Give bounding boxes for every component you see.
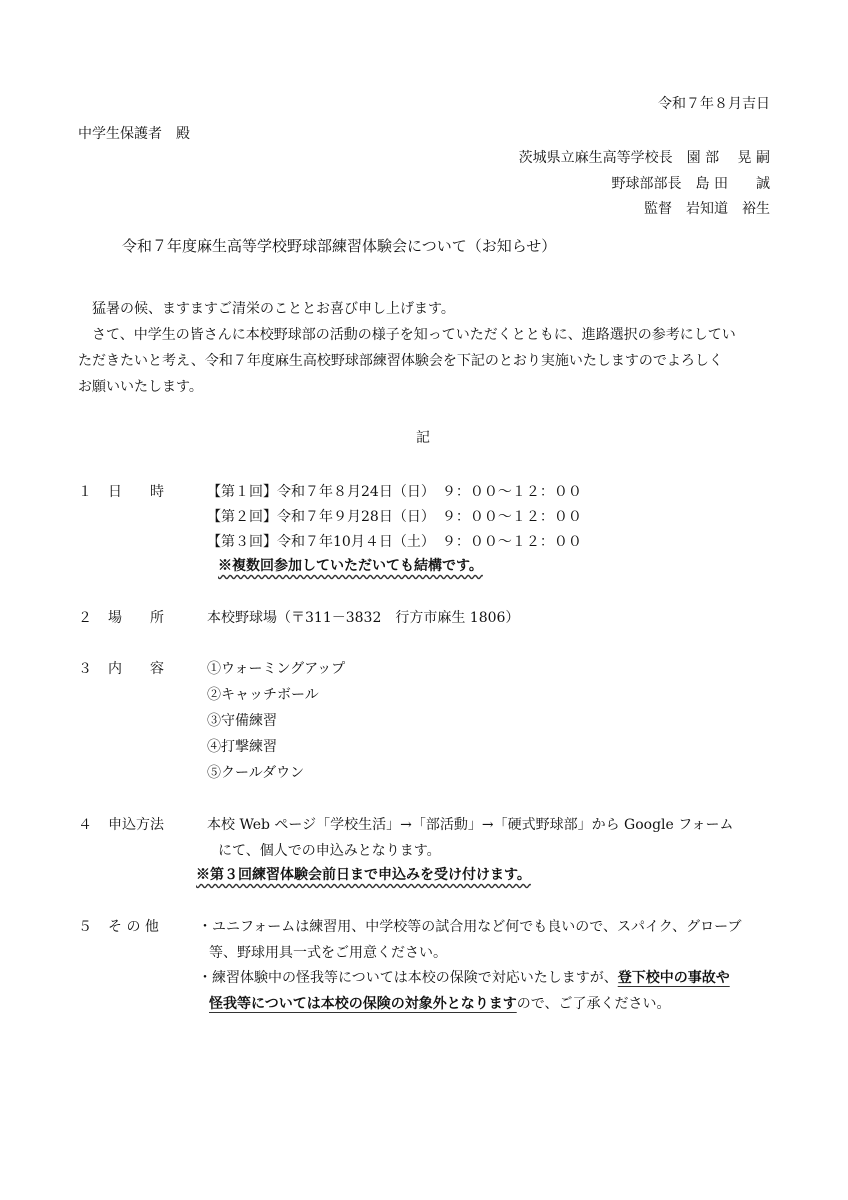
item-apply-number: ４	[78, 817, 92, 833]
body-line-3: お願いいたします。	[78, 379, 203, 395]
other-bullet-2-normal-2: ので、ご了承ください。	[516, 996, 671, 1012]
content-item-1: ①ウォーミングアップ	[207, 661, 346, 677]
sender-principal: 茨城県立麻生高等学校長 園 部 晃 嗣	[518, 150, 770, 166]
session-1: 【第１回】令和７年８月24日（日） ９：００～１２：００	[207, 484, 582, 500]
apply-line-1: 本校 Web ページ「学校生活」→「部活動」→「硬式野球部」から Google フォーム	[207, 817, 734, 833]
other-bullet-2-line-2	[209, 997, 670, 1011]
other-bullet-2-bold-2: 怪我等については本校の保険の対象外となります	[209, 996, 517, 1012]
body-line-1: さて、中学生の皆さんに本校野球部の活動の様子を知っていただくとともに、進路選択の参考にしてい	[92, 327, 736, 343]
content-item-2: ②キャッチボール	[207, 687, 319, 703]
item-datetime-number: １	[78, 484, 92, 500]
other-bullet-1-line-1: ・ユニフォームは練習用、中学校等の試合用など何でも良いので、スパイク、グローブ	[198, 919, 742, 935]
apply-line-2: にて、個人での申込みとなります。	[218, 843, 441, 859]
datetime-note: ※複数回参加していただいても結構です。	[218, 558, 483, 574]
item-other-label: そ の 他	[108, 919, 159, 935]
item-place-value: 本校野球場（〒311－3832 行方市麻生 1806）	[207, 610, 520, 626]
item-content-label: 内 容	[108, 661, 164, 677]
document-date: 令和７年８月吉日	[658, 96, 770, 112]
session-2: 【第２回】令和７年９月28日（日） ９：００～１２：００	[207, 509, 582, 525]
ki-heading: 記	[416, 430, 430, 446]
item-other-number: ５	[78, 919, 92, 935]
content-item-5: ⑤クールダウン	[207, 765, 305, 781]
content-item-4: ④打撃練習	[207, 739, 277, 755]
apply-note: ※第３回練習体験会前日まで申込みを受け付けます。	[196, 867, 531, 883]
item-place-number: ２	[78, 610, 92, 626]
sender-coach: 監督 岩知道 裕生	[644, 201, 770, 217]
session-3: 【第３回】令和７年10月４日（土） ９：００～１２：００	[207, 534, 582, 550]
other-bullet-2-bold-1: 登下校中の事故や	[617, 970, 730, 986]
addressee: 中学生保護者 殿	[78, 126, 190, 142]
item-place-label: 場 所	[108, 610, 164, 626]
sender-club-director: 野球部部長 島 田 誠	[611, 176, 770, 192]
other-bullet-1-line-2: 等、野球用具一式をご用意ください。	[209, 945, 447, 961]
item-apply-label: 申込方法	[108, 817, 164, 833]
other-bullet-2-line-1	[198, 971, 730, 985]
body-line-2: ただきたいと考え、令和７年度麻生高校野球部練習体験会を下記のとおり実施いたしますのでよろしく	[78, 353, 723, 369]
other-bullet-2-normal-1: ・練習体験中の怪我等については本校の保険で対応いたしますが、	[198, 970, 618, 986]
document-title: 令和７年度麻生高等学校野球部練習体験会について（お知らせ）	[122, 237, 557, 255]
item-datetime-label: 日 時	[108, 484, 164, 500]
content-item-3: ③守備練習	[207, 713, 277, 729]
body-greeting: 猛暑の候、ますますご清栄のこととお喜び申し上げます。	[92, 301, 455, 317]
item-content-number: ３	[78, 661, 92, 677]
